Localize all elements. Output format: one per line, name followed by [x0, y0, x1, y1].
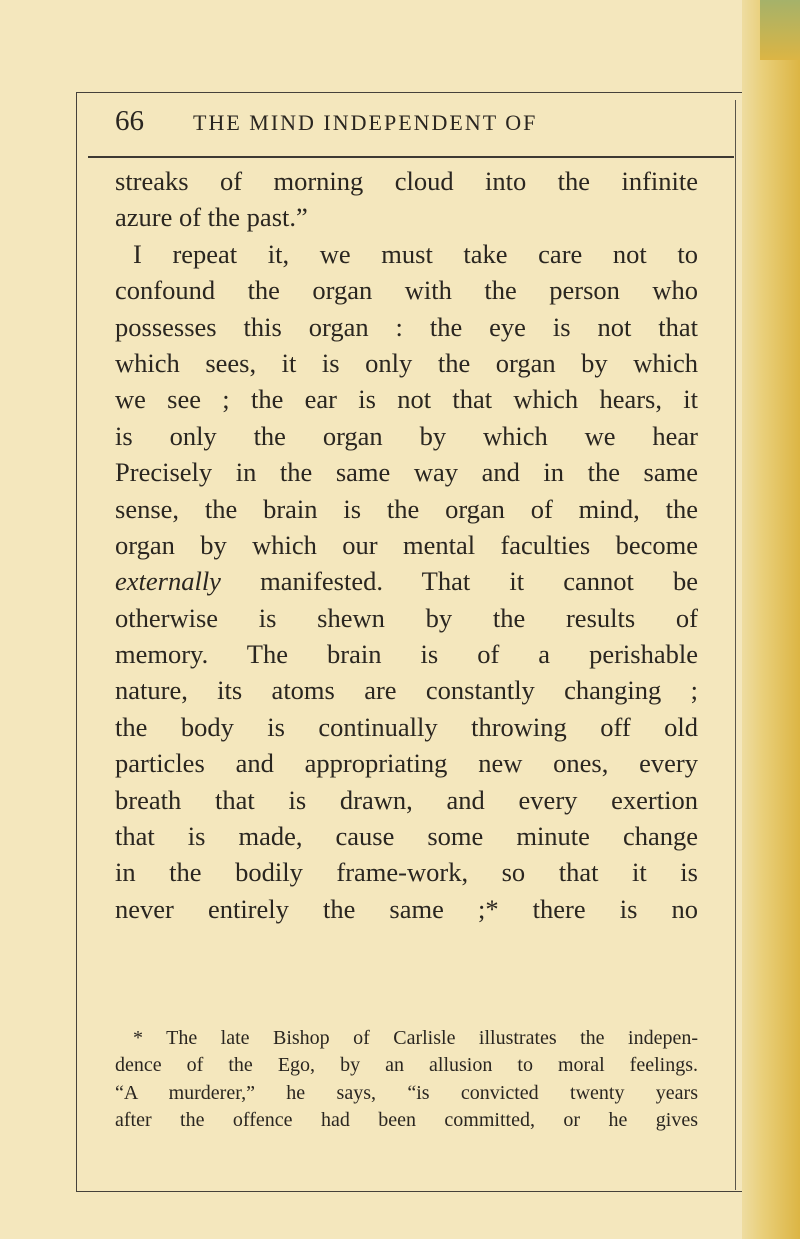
text-line: streaks of morning cloud into the infinite	[115, 166, 698, 196]
text-line: nature, its atoms are constantly changing ;	[115, 675, 698, 706]
italic-word: externally	[115, 566, 221, 597]
frame-rule-top	[76, 92, 742, 93]
page-edge	[738, 0, 800, 1239]
text-line: is only the organ by which we hear	[115, 420, 698, 451]
text-line: that is made, cause some minute change	[115, 821, 698, 852]
text-line: otherwise is shewn by the results of	[115, 602, 698, 633]
frame-rule-left	[76, 92, 77, 1192]
footnote-line: dence of the Ego, by an allusion to moral feelings.	[115, 1054, 698, 1077]
header-rule	[88, 156, 734, 158]
text-line: which sees, it is only the organ by which	[115, 347, 698, 378]
footnote-line: * The late Bishop of Carlisle illustrates the indepen-	[133, 1027, 698, 1049]
text-line: azure of the past.”	[115, 202, 308, 233]
running-head: THE MIND INDEPENDENT OF	[193, 110, 538, 135]
footnote	[115, 1025, 698, 1134]
text-line: organ by which our mental faculties become	[115, 529, 698, 560]
text-line: never entirely the same ;* there is no	[115, 893, 698, 924]
text-line: in the bodily frame-work, so that it is	[115, 857, 698, 888]
footnote-line: after the offence had been committed, or he gives	[115, 1108, 698, 1131]
page-number: 66	[115, 105, 144, 137]
page-header	[115, 103, 715, 139]
text-line: memory. The brain is of a perishable	[115, 639, 698, 670]
body-text	[115, 163, 698, 927]
text-line: particles and appropriating new ones, every	[115, 748, 698, 779]
text-line: possesses this organ : the eye is not that	[115, 311, 698, 342]
text-line: confound the organ with the person who	[115, 275, 698, 306]
text-line: I repeat it, we must take care not to	[133, 238, 698, 269]
text-line: the body is continually throwing off old	[115, 711, 698, 742]
frame-rule-bottom	[76, 1191, 742, 1192]
text-line	[115, 563, 698, 599]
footnote-line: “A murderer,” he says, “is convicted twenty years	[115, 1081, 698, 1104]
text-fragment: manifested. That it cannot be	[220, 566, 698, 597]
text-line: Precisely in the same way and in the same	[115, 457, 698, 488]
text-line: sense, the brain is the organ of mind, the	[115, 493, 698, 524]
page-edge-shadow	[760, 0, 800, 60]
text-line: breath that is drawn, and every exertion	[115, 784, 698, 815]
frame-rule-right	[735, 100, 736, 1190]
text-line: we see ; the ear is not that which hears, it	[115, 384, 698, 415]
